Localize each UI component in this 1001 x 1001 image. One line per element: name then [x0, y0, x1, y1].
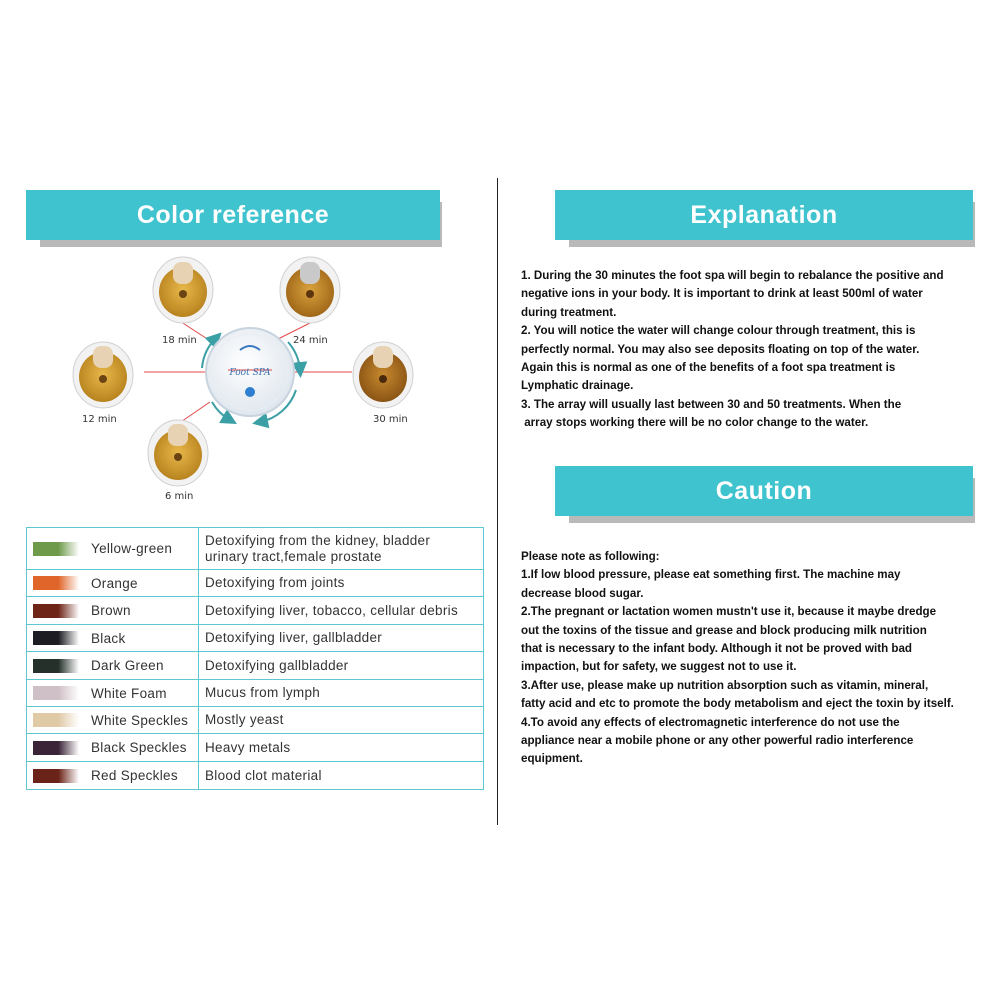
- color-cell: [27, 570, 199, 597]
- caution-line: 1.If low blood pressure, please eat something first. The machine may: [521, 568, 901, 582]
- color-table-row: [27, 734, 484, 762]
- description-line: Heavy metals: [205, 739, 291, 755]
- color-swatch: [33, 713, 79, 727]
- color-swatch: [33, 659, 79, 673]
- color-name: Red Speckles: [91, 768, 178, 783]
- description-line: Detoxifying from the kidney, bladder: [205, 532, 431, 548]
- caution-text: [521, 548, 981, 769]
- diagram-graphic: [60, 250, 440, 510]
- color-table-row: [27, 625, 484, 652]
- explanation-line: array stops working there will be no color change to the water.: [521, 416, 869, 430]
- color-name: White Speckles: [91, 712, 189, 728]
- explanation-text: [521, 267, 976, 433]
- color-cell: [27, 762, 199, 790]
- description-line: Mucus from lymph: [205, 685, 321, 700]
- caution-line: impaction, but for safety, we suggest not to use it.: [521, 660, 797, 674]
- time-label-30: 30 min: [373, 414, 408, 425]
- basin-6-min: [148, 420, 208, 486]
- foot-spa-timeline-diagram: [60, 250, 440, 510]
- color-name: Orange: [91, 575, 138, 591]
- color-cell: [27, 652, 199, 680]
- caution-line: 3.After use, please make up nutrition absorption such as vitamin, mineral,: [521, 678, 929, 692]
- color-swatch: [33, 686, 79, 700]
- color-cell: [27, 597, 199, 625]
- color-name: Black: [91, 630, 126, 646]
- color-swatch: [33, 741, 79, 755]
- caution-line: 2.The pregnant or lactation women mustn't use it, because it maybe dredge: [521, 605, 937, 619]
- color-description: [199, 707, 484, 734]
- foot-spa-device: [206, 328, 294, 416]
- basin-24-min: [280, 257, 340, 323]
- color-cell: [27, 680, 199, 707]
- caution-line: decrease blood sugar.: [521, 586, 644, 600]
- caution-line: 4.To avoid any effects of electromagnetic interference do not use the: [521, 715, 900, 729]
- color-reference-banner: [26, 190, 440, 240]
- caution-line: that is necessary to the infant body. Although it not be proved with bad: [521, 642, 912, 656]
- color-swatch: [33, 631, 79, 645]
- time-label-18: 18 min: [162, 335, 197, 346]
- color-name: Brown: [91, 603, 131, 618]
- basin-30-min: [353, 342, 413, 408]
- color-swatch: [33, 604, 79, 618]
- basin-12-min: [73, 342, 133, 408]
- color-description: [199, 652, 484, 680]
- explanation-line: negative ions in your body. It is important to drink at least 500ml of water: [521, 287, 923, 301]
- color-table-row: [27, 680, 484, 707]
- color-swatch: [33, 542, 79, 556]
- explanation-line: perfectly normal. You may also see deposits floating on top of the water.: [521, 342, 920, 356]
- color-reference-title: Color reference: [136, 200, 330, 229]
- explanation-title: Explanation: [690, 200, 838, 229]
- time-label-6: 6 min: [165, 491, 194, 502]
- color-name: Black Speckles: [91, 740, 187, 755]
- description-line: Detoxifying liver, tobacco, cellular debris: [205, 602, 459, 618]
- color-cell: [27, 734, 199, 762]
- color-table-row: [27, 652, 484, 680]
- description-line: Blood clot material: [205, 767, 322, 783]
- basin-18-min: [153, 257, 213, 323]
- color-name: Dark Green: [91, 658, 164, 673]
- color-description: [199, 680, 484, 707]
- color-swatch: [33, 576, 79, 590]
- color-table-row: [27, 597, 484, 625]
- color-name: Yellow-green: [91, 541, 173, 556]
- time-label-12: 12 min: [82, 414, 117, 425]
- color-table-row: [27, 570, 484, 597]
- caution-line: Please note as following:: [521, 550, 660, 563]
- explanation-banner: [555, 190, 973, 240]
- color-name: White Foam: [91, 685, 167, 701]
- color-description: [199, 734, 484, 762]
- device-label: Foot SPA: [229, 368, 271, 378]
- description-line: Detoxifying from joints: [205, 575, 345, 590]
- description-line: Detoxifying liver, gallbladder: [205, 630, 383, 645]
- description-line: urinary tract,female prostate: [205, 548, 382, 564]
- caution-line: equipment.: [521, 752, 583, 766]
- color-swatch: [33, 769, 79, 783]
- caution-line: appliance near a mobile phone or any other powerful radio interference: [521, 734, 914, 748]
- color-table-row: [27, 762, 484, 790]
- color-cell: [27, 528, 199, 570]
- color-description: [199, 597, 484, 625]
- caution-line: out the toxins of the tissue and grease and block producing milk nutrition: [521, 623, 927, 637]
- column-divider: [497, 178, 498, 825]
- explanation-line: 3. The array will usually last between 30 and 50 treatments. When the: [521, 397, 902, 411]
- description-line: Detoxifying gallbladder: [205, 657, 349, 673]
- color-description: [199, 570, 484, 597]
- explanation-line: 2. You will notice the water will change colour through treatment, this is: [521, 324, 916, 338]
- color-description: [199, 625, 484, 652]
- description-line: Mostly yeast: [205, 712, 284, 727]
- explanation-line: Again this is normal as one of the benefits of a foot spa treatment is: [521, 361, 896, 375]
- explanation-line: during treatment.: [521, 305, 617, 319]
- color-cell: [27, 625, 199, 652]
- color-table-row: [27, 528, 484, 570]
- caution-title: Caution: [715, 476, 813, 505]
- color-cell: [27, 707, 199, 734]
- explanation-line: 1. During the 30 minutes the foot spa will begin to rebalance the positive and: [521, 269, 944, 282]
- time-label-24: 24 min: [293, 335, 328, 346]
- caution-line: fatty acid and etc to promote the body metabolism and eject the toxin by itself.: [521, 697, 954, 711]
- explanation-line: Lymphatic drainage.: [521, 379, 634, 393]
- color-description: [199, 528, 484, 570]
- color-description: [199, 762, 484, 790]
- caution-banner: [555, 466, 973, 516]
- color-reference-table: [26, 527, 484, 790]
- color-table-row: [27, 707, 484, 734]
